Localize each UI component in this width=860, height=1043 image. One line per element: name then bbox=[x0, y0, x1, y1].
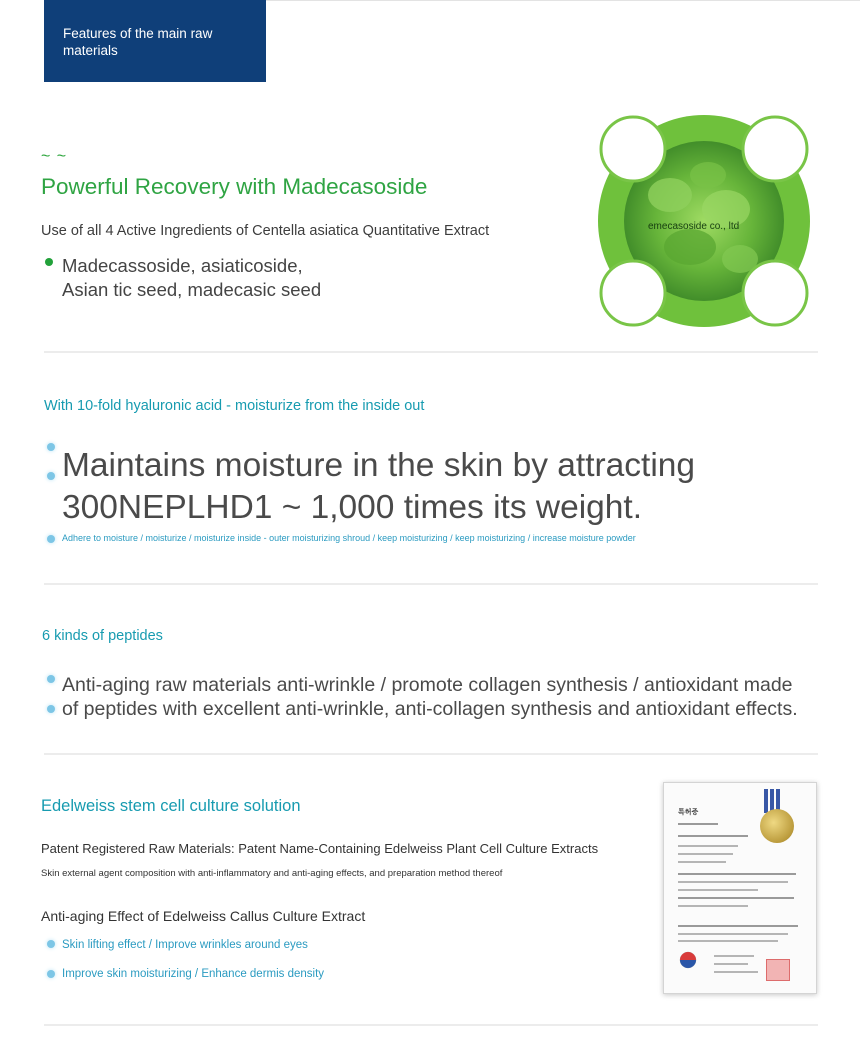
section-divider-1 bbox=[44, 351, 818, 353]
madecassoside-subtitle: Use of all 4 Active Ingredients of Centella asiatica Quantitative Extract bbox=[41, 223, 490, 239]
bullet-dot-blue bbox=[47, 472, 55, 480]
section-divider-3 bbox=[44, 753, 818, 755]
peptides-title: 6 kinds of peptides bbox=[42, 628, 163, 644]
corner-circle-bottom-left bbox=[601, 261, 665, 325]
ingredients-line-2: Asian tic seed, madecasic seed bbox=[62, 279, 322, 300]
peptides-line-1: Anti-aging raw materials anti-wrinkle / promote collagen synthesis / antioxidant made bbox=[62, 674, 793, 696]
ingredients-line-1: Madecassoside, asiaticoside, bbox=[62, 255, 303, 276]
hyaluronic-claim bbox=[62, 445, 695, 529]
red-stamp-icon bbox=[766, 959, 790, 981]
tilde-decoration: ~ ~ bbox=[41, 148, 68, 165]
centella-leaf-image bbox=[598, 113, 810, 329]
top-divider bbox=[266, 0, 860, 1]
madecassoside-title: Powerful Recovery with Madecasoside bbox=[41, 174, 428, 199]
corner-circle-top-right bbox=[743, 117, 807, 181]
bullet-dot-blue bbox=[47, 535, 55, 543]
hyaluronic-title: With 10-fold hyaluronic acid - moisturize from the inside out bbox=[44, 398, 425, 414]
patent-description: Skin external agent composition with anti-inflammatory and anti-aging effects, and preparation method thereof bbox=[41, 868, 503, 879]
bullet-dot-blue bbox=[47, 443, 55, 451]
section-divider-2 bbox=[44, 583, 818, 585]
claim-line-1: Maintains moisture in the skin by attracting bbox=[62, 447, 696, 484]
claim-line-2: 300NEPLHD1 ~ 1,000 times its weight. bbox=[62, 489, 643, 526]
feature-header-box bbox=[44, 0, 266, 82]
madecassoside-ingredients bbox=[62, 254, 321, 302]
edelweiss-bullet-2: Improve skin moisturizing / Enhance dermis density bbox=[62, 968, 325, 980]
centella-leaf-graphic bbox=[598, 113, 810, 329]
gold-seal-icon bbox=[760, 809, 794, 843]
corner-circle-top-left bbox=[601, 117, 665, 181]
bullet-dot-green bbox=[45, 258, 53, 266]
edelweiss-bullet-1: Skin lifting effect / Improve wrinkles around eyes bbox=[62, 939, 308, 951]
bullet-dot-blue bbox=[47, 940, 55, 948]
section-divider-4 bbox=[44, 1024, 818, 1026]
peptides-line-2: of peptides with excellent anti-wrinkle, anti-collagen synthesis and antioxidant effects. bbox=[62, 698, 798, 720]
edelweiss-title: Edelweiss stem cell culture solution bbox=[41, 797, 301, 815]
leaf-image-caption: emecasoside co., ltd bbox=[648, 221, 740, 232]
feature-header-label: Features of the main raw materials bbox=[63, 26, 213, 58]
corner-circle-bottom-right bbox=[743, 261, 807, 325]
patent-certificate-image bbox=[663, 782, 817, 994]
patent-name: Patent Registered Raw Materials: Patent Name-Containing Edelweiss Plant Cell Culture Extracts bbox=[41, 841, 599, 856]
certificate-heading: 특허증 bbox=[678, 809, 699, 816]
korean-emblem-icon bbox=[679, 951, 697, 969]
peptides-description bbox=[62, 673, 798, 721]
hyaluronic-effects: Adhere to moisture / moisturize / moisturize inside - outer moisturizing shroud / keep moisturizing / keep moisturizing / increase moisture powder bbox=[62, 533, 636, 543]
bullet-dot-blue bbox=[47, 675, 55, 683]
anti-aging-title: Anti-aging Effect of Edelweiss Callus Culture Extract bbox=[41, 908, 366, 924]
bullet-dot-blue bbox=[47, 970, 55, 978]
bullet-dot-blue bbox=[47, 705, 55, 713]
